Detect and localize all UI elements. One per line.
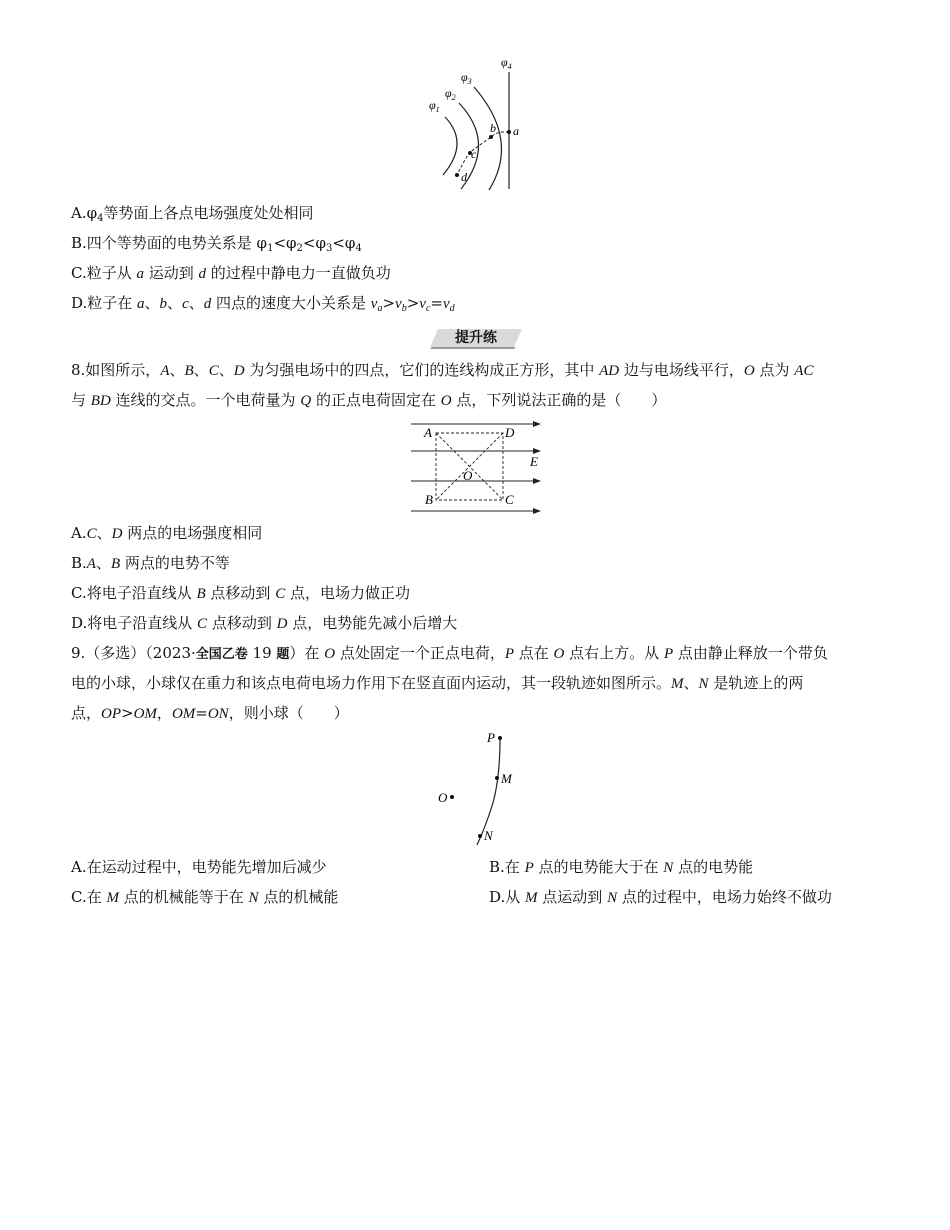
uniform-field-figure (405, 418, 550, 518)
point-b (489, 135, 493, 139)
label-phi1: $\varphi_1$ (429, 98, 440, 114)
label-O: O (438, 790, 448, 805)
point-d (455, 173, 459, 177)
q9-option-d: D.从 M 点运动到 N 点的过程中，电场力始终不做功 (489, 888, 832, 906)
point-a (507, 130, 511, 134)
q7-option-d: D.粒子在 a、b、c、d 四点的速度大小关系是 $v_a>v_b>v_c=v_d$ (71, 294, 455, 314)
q9-option-b: B.在 P 点的电势能大于在 N 点的电势能 (489, 858, 754, 876)
q8-option-a: A.C、D 两点的电场强度相同 (71, 524, 263, 542)
q9-option-a: A.在运动过程中，电势能先增加后减少 (71, 858, 327, 876)
q8-option-d: D.将电子沿直线从 C 点移动到 D 点，电势能先减小后增大 (71, 614, 458, 632)
label-M: M (501, 771, 512, 786)
equipotential-figure (415, 55, 535, 195)
label-d: d (461, 170, 467, 184)
section-banner-title: 提升练 (455, 330, 497, 346)
q9-stem-line1: 9.（多选）（2023·全国乙卷 19 题）在 O 点处固定一个正点电荷，P 点在 O 点右上方。从 P 点由静止释放一个带负 (71, 644, 828, 662)
equipotential-phi1 (443, 117, 457, 175)
label-phi4: $\varphi_4$ (501, 55, 512, 71)
q9-stem-line2: 电的小球，小球仅在重力和该点电荷电场力作用下在竖直面内运动，其一段轨迹如图所示。M、N 是轨迹上的两 (71, 674, 804, 692)
point-N (478, 834, 482, 838)
q8-option-c: C.将电子沿直线从 B 点移动到 C 点，电场力做正功 (71, 584, 410, 602)
point-O (450, 795, 454, 799)
label-c: c (471, 147, 477, 161)
q8-stem-line1: 8.如图所示，A、B、C、D 为匀强电场中的四点，它们的连线构成正方形，其中 AD 边与电场线平行，O 点为 AC (71, 361, 814, 379)
point-P (498, 736, 502, 740)
label-A: A (424, 425, 432, 440)
label-B: B (425, 492, 433, 507)
q9-stem-line3: 点，OP>OM，OM=ON，则小球（ ） (71, 704, 349, 722)
label-C: C (505, 492, 514, 507)
q7-option-b: B.四个等势面的电势关系是 $\varphi_1<\varphi_2<\varphi_3<\varphi_4$ (71, 234, 362, 254)
label-phi2: $\varphi_2$ (445, 86, 456, 102)
q8-stem-line2: 与 BD 连线的交点。一个电荷量为 Q 的正点电荷固定在 O 点，下列说法正确的是（ ） (71, 391, 667, 409)
label-D: D (505, 425, 515, 440)
label-E: E (530, 454, 538, 469)
label-P: P (487, 730, 495, 745)
label-b: b (490, 121, 496, 135)
q8-option-b: B.A、B 两点的电势不等 (71, 554, 230, 572)
q7-option-a: $A.\varphi_4$等势面上各点电场强度处处相同 (71, 204, 314, 224)
label-N: N (484, 828, 493, 843)
point-M (495, 776, 499, 780)
label-a: a (513, 124, 519, 138)
label-phi3: $\varphi_3$ (461, 70, 472, 86)
q7-option-c: C.粒子从 a 运动到 d 的过程中静电力一直做负功 (71, 264, 391, 282)
trajectory-figure (430, 728, 530, 850)
q9-option-c: C.在 M 点的机械能等于在 N 点的机械能 (71, 888, 339, 906)
label-O: O (463, 468, 473, 483)
